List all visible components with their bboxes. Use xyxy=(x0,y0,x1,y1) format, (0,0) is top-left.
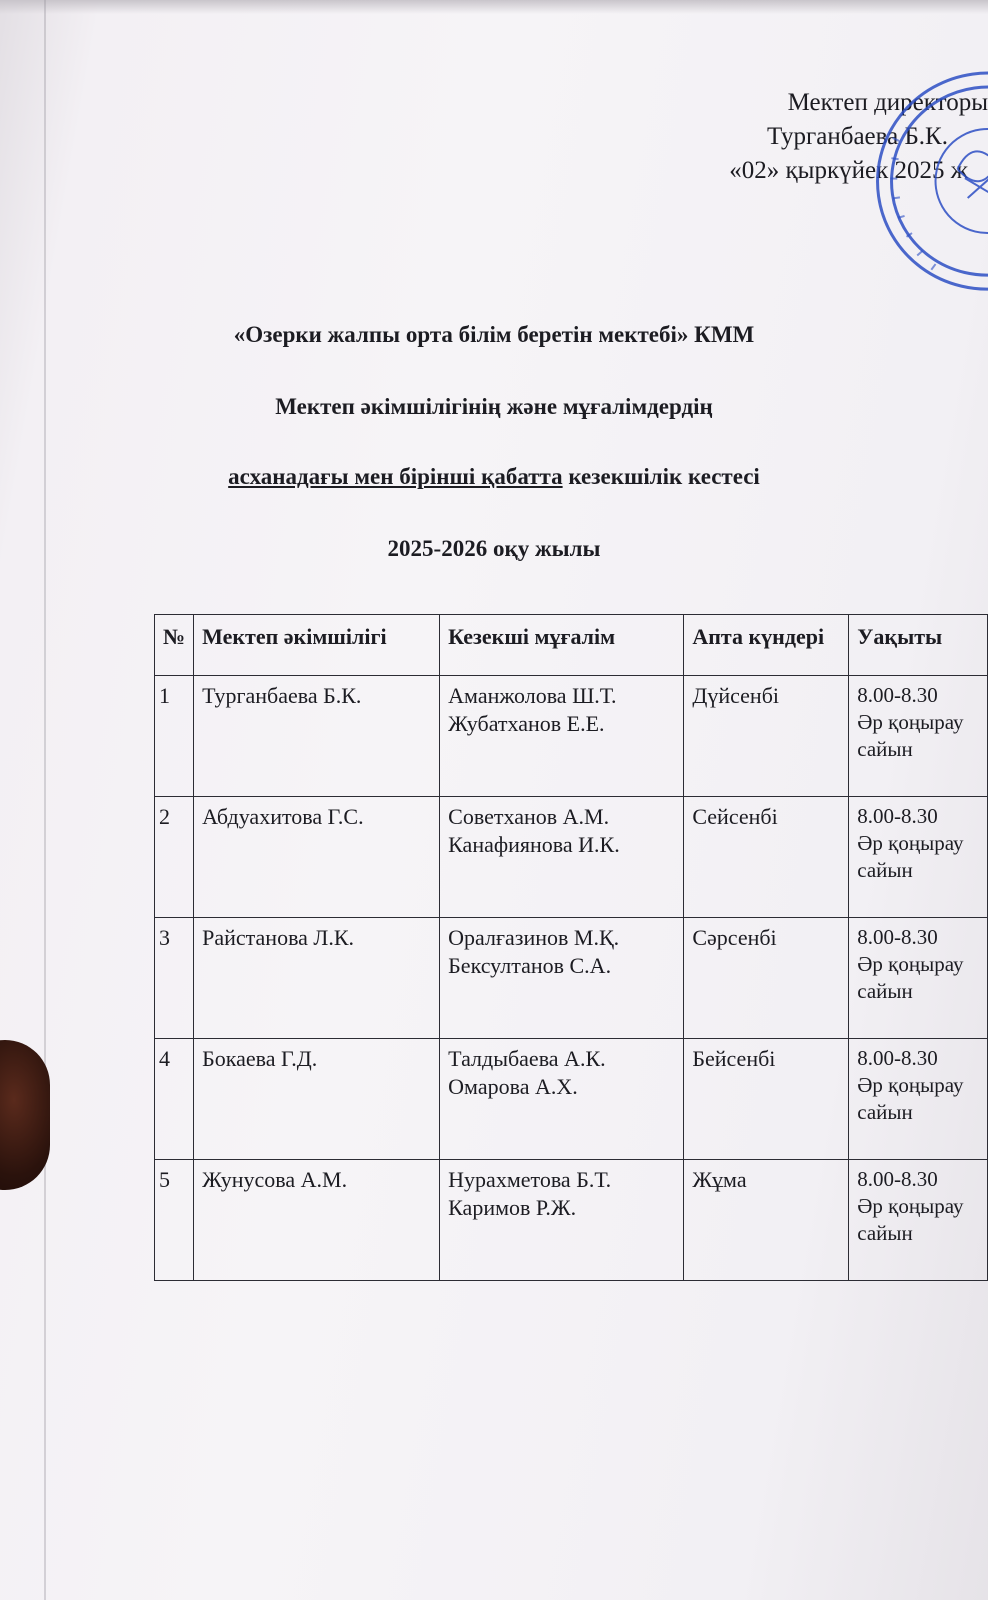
weekday-cell: Сейсенбі xyxy=(684,797,849,918)
time-note: сайын xyxy=(857,737,913,761)
teacher-name: Талдыбаева А.К. xyxy=(448,1046,606,1071)
time-note: сайын xyxy=(857,979,913,1003)
approval-director: Турганбаева Б.К. xyxy=(766,123,948,150)
column-header: Апта күндері xyxy=(684,615,849,676)
academic-year: 2025-2026 оқу жылы xyxy=(387,536,601,561)
time-note: сайын xyxy=(857,1221,913,1245)
approval-date: «02» қыркүйек 2025 ж xyxy=(729,157,968,184)
teacher-name: Канафиянова И.К. xyxy=(448,832,620,857)
admin-cell: Турганбаева Б.К. xyxy=(194,676,440,797)
weekday-cell: Сәрсенбі xyxy=(684,918,849,1039)
teacher-name: Аманжолова Ш.Т. xyxy=(448,683,617,708)
teacher-cell xyxy=(440,676,684,797)
page-fold-line xyxy=(44,0,46,1600)
school-name: «Озерки жалпы орта білім беретін мектебі» КММ xyxy=(233,322,755,347)
teacher-name: Нурахметова Б.Т. xyxy=(448,1167,612,1192)
time-range: 8.00-8.30 xyxy=(857,925,938,949)
time-note: Әр қоңырау xyxy=(857,831,964,855)
teacher-name: Советханов А.М. xyxy=(448,804,610,829)
row-number: 5 xyxy=(155,1160,194,1281)
teacher-name: Жубатханов Е.Е. xyxy=(448,711,605,736)
table-header-row xyxy=(155,615,988,676)
time-cell xyxy=(849,676,988,797)
time-cell xyxy=(849,1160,988,1281)
approval-title: Мектеп директоры xyxy=(787,89,988,116)
column-header: Мектеп әкімшілігі xyxy=(194,615,440,676)
weekday-cell: Жұма xyxy=(684,1160,849,1281)
time-range: 8.00-8.30 xyxy=(857,1167,938,1191)
table-row xyxy=(155,676,988,797)
column-header: Уақыты xyxy=(849,615,988,676)
time-note: сайын xyxy=(857,858,913,882)
admin-cell: Жунусова А.М. xyxy=(194,1160,440,1281)
teacher-cell xyxy=(440,797,684,918)
table-row xyxy=(155,1039,988,1160)
time-range: 8.00-8.30 xyxy=(857,804,938,828)
time-note: Әр қоңырау xyxy=(857,710,964,734)
time-cell xyxy=(849,1039,988,1160)
admin-cell: Райстанова Л.К. xyxy=(194,918,440,1039)
column-header: № xyxy=(155,615,194,676)
table-row xyxy=(155,918,988,1039)
header-schedule-title xyxy=(0,464,988,490)
location-underlined: асханадағы мен бірінші қабатта xyxy=(228,464,563,489)
weekday-cell: Бейсенбі xyxy=(684,1039,849,1160)
time-note: сайын xyxy=(857,1100,913,1124)
teacher-cell xyxy=(440,1160,684,1281)
admin-cell: Бокаева Г.Д. xyxy=(194,1039,440,1160)
teacher-name: Оралғазинов М.Қ. xyxy=(448,925,620,950)
row-number: 2 xyxy=(155,797,194,918)
teacher-cell xyxy=(440,918,684,1039)
finger-shadow xyxy=(0,1040,50,1190)
time-range: 8.00-8.30 xyxy=(857,1046,938,1070)
page-edge-shadow xyxy=(0,0,988,14)
admin-cell: Абдуахитова Г.С. xyxy=(194,797,440,918)
time-cell xyxy=(849,797,988,918)
time-note: Әр қоңырау xyxy=(857,952,964,976)
row-number: 3 xyxy=(155,918,194,1039)
teacher-name: Каримов Р.Ж. xyxy=(448,1195,577,1220)
time-note: Әр қоңырау xyxy=(857,1194,964,1218)
header-subtitle: Мектеп әкімшілігінің және мұғалімдердің xyxy=(275,394,713,419)
schedule-title-rest: кезекшілік кестесі xyxy=(562,464,760,489)
column-header: Кезекші мұғалім xyxy=(440,615,684,676)
row-number: 4 xyxy=(155,1039,194,1160)
teacher-name: Бексултанов С.А. xyxy=(448,953,612,978)
time-cell xyxy=(849,918,988,1039)
time-range: 8.00-8.30 xyxy=(857,683,938,707)
teacher-name: Омарова А.Х. xyxy=(448,1074,578,1099)
row-number: 1 xyxy=(155,676,194,797)
weekday-cell: Дүйсенбі xyxy=(684,676,849,797)
teacher-cell xyxy=(440,1039,684,1160)
round-seal-icon xyxy=(855,64,988,313)
duty-schedule-table xyxy=(154,614,988,1281)
time-note: Әр қоңырау xyxy=(857,1073,964,1097)
table-row xyxy=(155,797,988,918)
table-row xyxy=(155,1160,988,1281)
